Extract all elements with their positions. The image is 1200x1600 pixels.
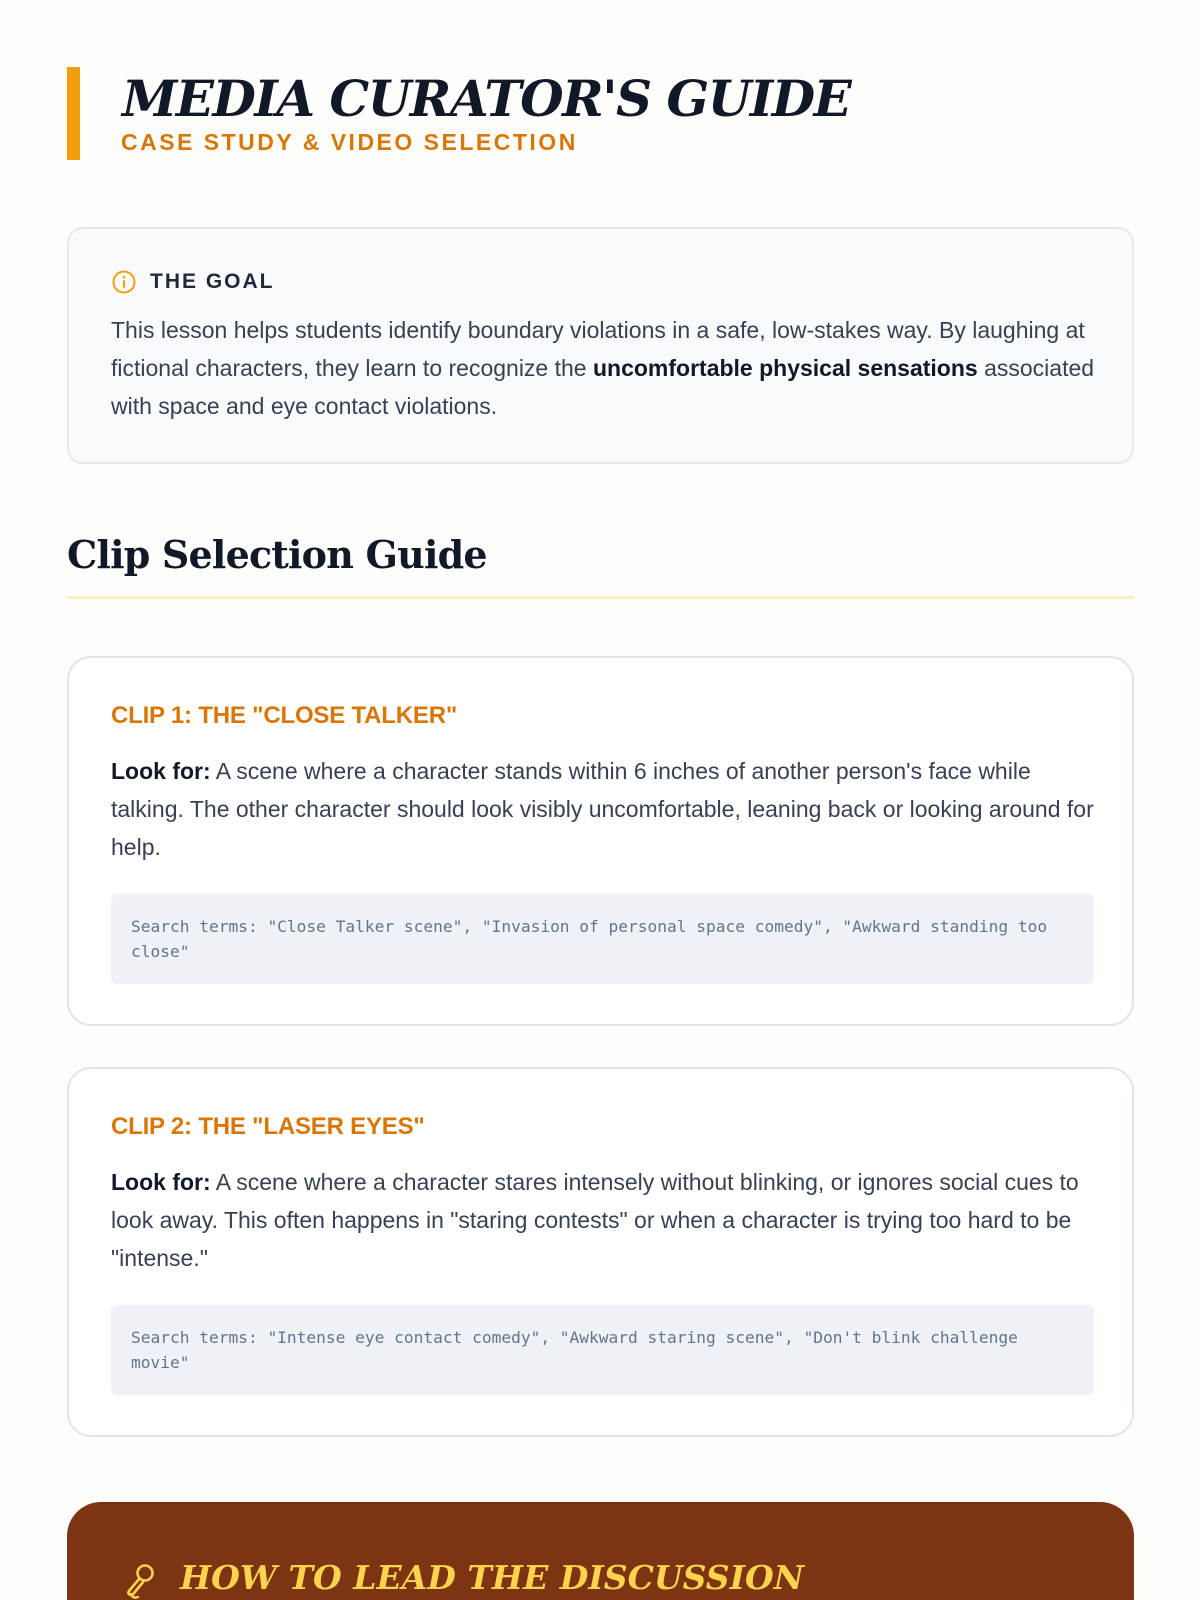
clip-description-text: A scene where a character stares intensely without blinking, or ignores social cues to look away. This often happens in "staring contests" or when a character is trying too hard to be "intense." [111,1169,1079,1271]
info-icon [111,269,137,295]
search-terms-box: Search terms: "Intense eye contact comedy", "Awkward staring scene", "Don't blink challenge movie" [111,1305,1094,1395]
look-for-label: Look for: [111,1169,211,1195]
goal-box [67,227,1134,464]
discussion-panel [67,1502,1134,1600]
clip-card-1 [67,656,1134,1026]
goal-label: THE GOAL [150,270,275,293]
clip-title: CLIP 2: THE "LASER EYES" [111,1113,425,1140]
page-subtitle: CASE STUDY & VIDEO SELECTION [121,129,578,155]
goal-text-end: associated with space and eye contact violations. [111,355,1095,419]
microphone-icon [123,1562,157,1600]
goal-text-start: This lesson helps students identify boundary violations in a safe, low-stakes way. By laughing at fictional characters, they learn to recognize the [111,317,1085,381]
page-header [67,67,1134,161]
page-title: MEDIA CURATOR'S GUIDE [122,69,851,128]
clip-description-text: A scene where a character stands within 6 inches of another person's face while talking. The other character should look visibly uncomfortable, leaning back or looking around for help. [111,758,1094,860]
clip-title: CLIP 1: THE "CLOSE TALKER" [111,702,458,729]
section-divider [67,596,1134,599]
section-title: Clip Selection Guide [67,532,487,577]
clip-description [111,1163,1101,1277]
header-accent-bar [67,67,80,160]
discussion-title: HOW TO LEAD THE DISCUSSION [180,1558,804,1597]
goal-header [111,269,275,295]
goal-text-emphasis: uncomfortable physical sensations [592,355,978,381]
search-terms-box: Search terms: "Close Talker scene", "Invasion of personal space comedy", "Awkward standing too close" [111,894,1094,984]
clip-card-2 [67,1067,1134,1437]
look-for-label: Look for: [111,758,211,784]
clip-description [111,752,1101,866]
goal-text [111,311,1101,425]
